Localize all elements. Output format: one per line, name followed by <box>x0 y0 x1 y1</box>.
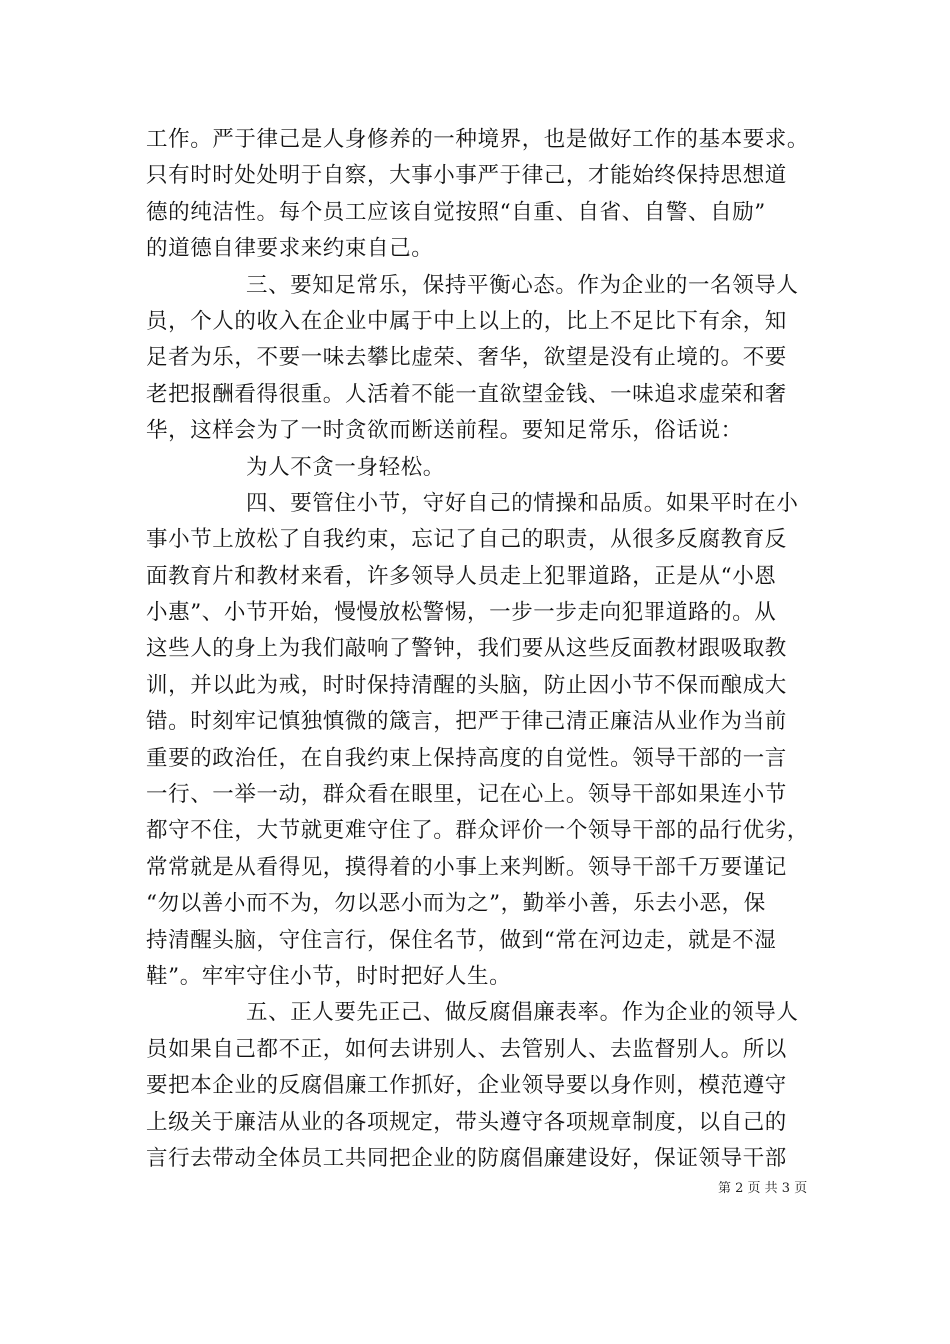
paragraph-first-line: 四、要管住小节，守好自己的情操和品质。如果平时在小 <box>246 490 799 516</box>
text-line: 言行去带动全体员工共同把企业的防腐倡廉建设好，保证领导干部 <box>146 1145 787 1171</box>
text-line: 一行、一举一动，群众看在眼里，记在心上。领导干部如果连小节 <box>146 782 787 808</box>
text-line: 重要的政治任，在自我约束上保持高度的自觉性。领导干部的一言 <box>146 745 787 771</box>
text-line: 的道德自律要求来约束自己。 <box>146 236 434 262</box>
text-line: 老把报酬看得很重。人活着不能一直欲望金钱、一味追求虚荣和奢 <box>146 381 787 407</box>
text-line: 事小节上放松了自我约束，忘记了自己的职责，从很多反腐教育反 <box>146 527 787 553</box>
text-line: “勿以善小而不为，勿以恶小而为之”，勤举小善，乐去小恶，保 <box>146 891 766 917</box>
text-line: 持清醒头脑，守住言行，保住名节，做到“常在河边走，就是不湿 <box>146 927 777 953</box>
text-line: 华，这样会为了一时贪欲而断送前程。要知足常乐，俗话说： <box>146 418 743 444</box>
paragraph-first-line: 为人不贪一身轻松。 <box>246 454 445 480</box>
text-line: 这些人的身上为我们敲响了警钟，我们要从这些反面教材跟吸取教 <box>146 636 787 662</box>
text-line: 训，并以此为戒，时时保持清醒的头脑，防止因小节不保而酿成大 <box>146 672 787 698</box>
text-line: 要把本企业的反腐倡廉工作抓好，企业领导要以身作则，模范遵守 <box>146 1073 787 1099</box>
paragraph-first-line: 三、要知足常乐，保持平衡心态。作为企业的一名领导人 <box>246 272 799 298</box>
text-line: 足者为乐，不要一味去攀比虚荣、奢华，欲望是没有止境的。不要 <box>146 345 787 371</box>
text-line: 只有时时处处明于自察，大事小事严于律己，才能始终保持思想道 <box>146 163 787 189</box>
text-line: 德的纯洁性。每个员工应该自觉按照“自重、自省、自警、自励” <box>146 199 766 225</box>
text-line: 小惠”、小节开始，慢慢放松警惕，一步一步走向犯罪道路的。从 <box>146 600 777 626</box>
text-line: 上级关于廉洁从业的各项规定，带头遵守各项规章制度，以自己的 <box>146 1109 787 1135</box>
text-line: 错。时刻牢记慎独慎微的箴言，把严于律己清正廉洁从业作为当前 <box>146 709 787 735</box>
document-body <box>146 122 816 1177</box>
text-line: 面教育片和教材来看，许多领导人员走上犯罪道路，正是从“小恩 <box>146 563 777 589</box>
text-line: 常常就是从看得见，摸得着的小事上来判断。领导干部千万要谨记 <box>146 854 787 880</box>
text-line: 鞋”。牢牢守住小节，时时把好人生。 <box>146 963 512 989</box>
text-line: 员如果自己都不正，如何去讲别人、去管别人、去监督别人。所以 <box>146 1036 787 1062</box>
text-line: 工作。严于律己是人身修养的一种境界，也是做好工作的基本要求。 <box>146 127 810 152</box>
text-line: 员，个人的收入在企业中属于中上以上的，比上不足比下有余，知 <box>146 308 787 334</box>
text-line: 都守不住，大节就更难守住了。群众评价一个领导干部的品行优劣， <box>146 818 810 844</box>
paragraph-first-line: 五、正人要先正己、做反腐倡廉表率。作为企业的领导人 <box>246 1000 799 1026</box>
page-number-footer: 第 2 页 共 3 页 <box>718 1181 808 1196</box>
